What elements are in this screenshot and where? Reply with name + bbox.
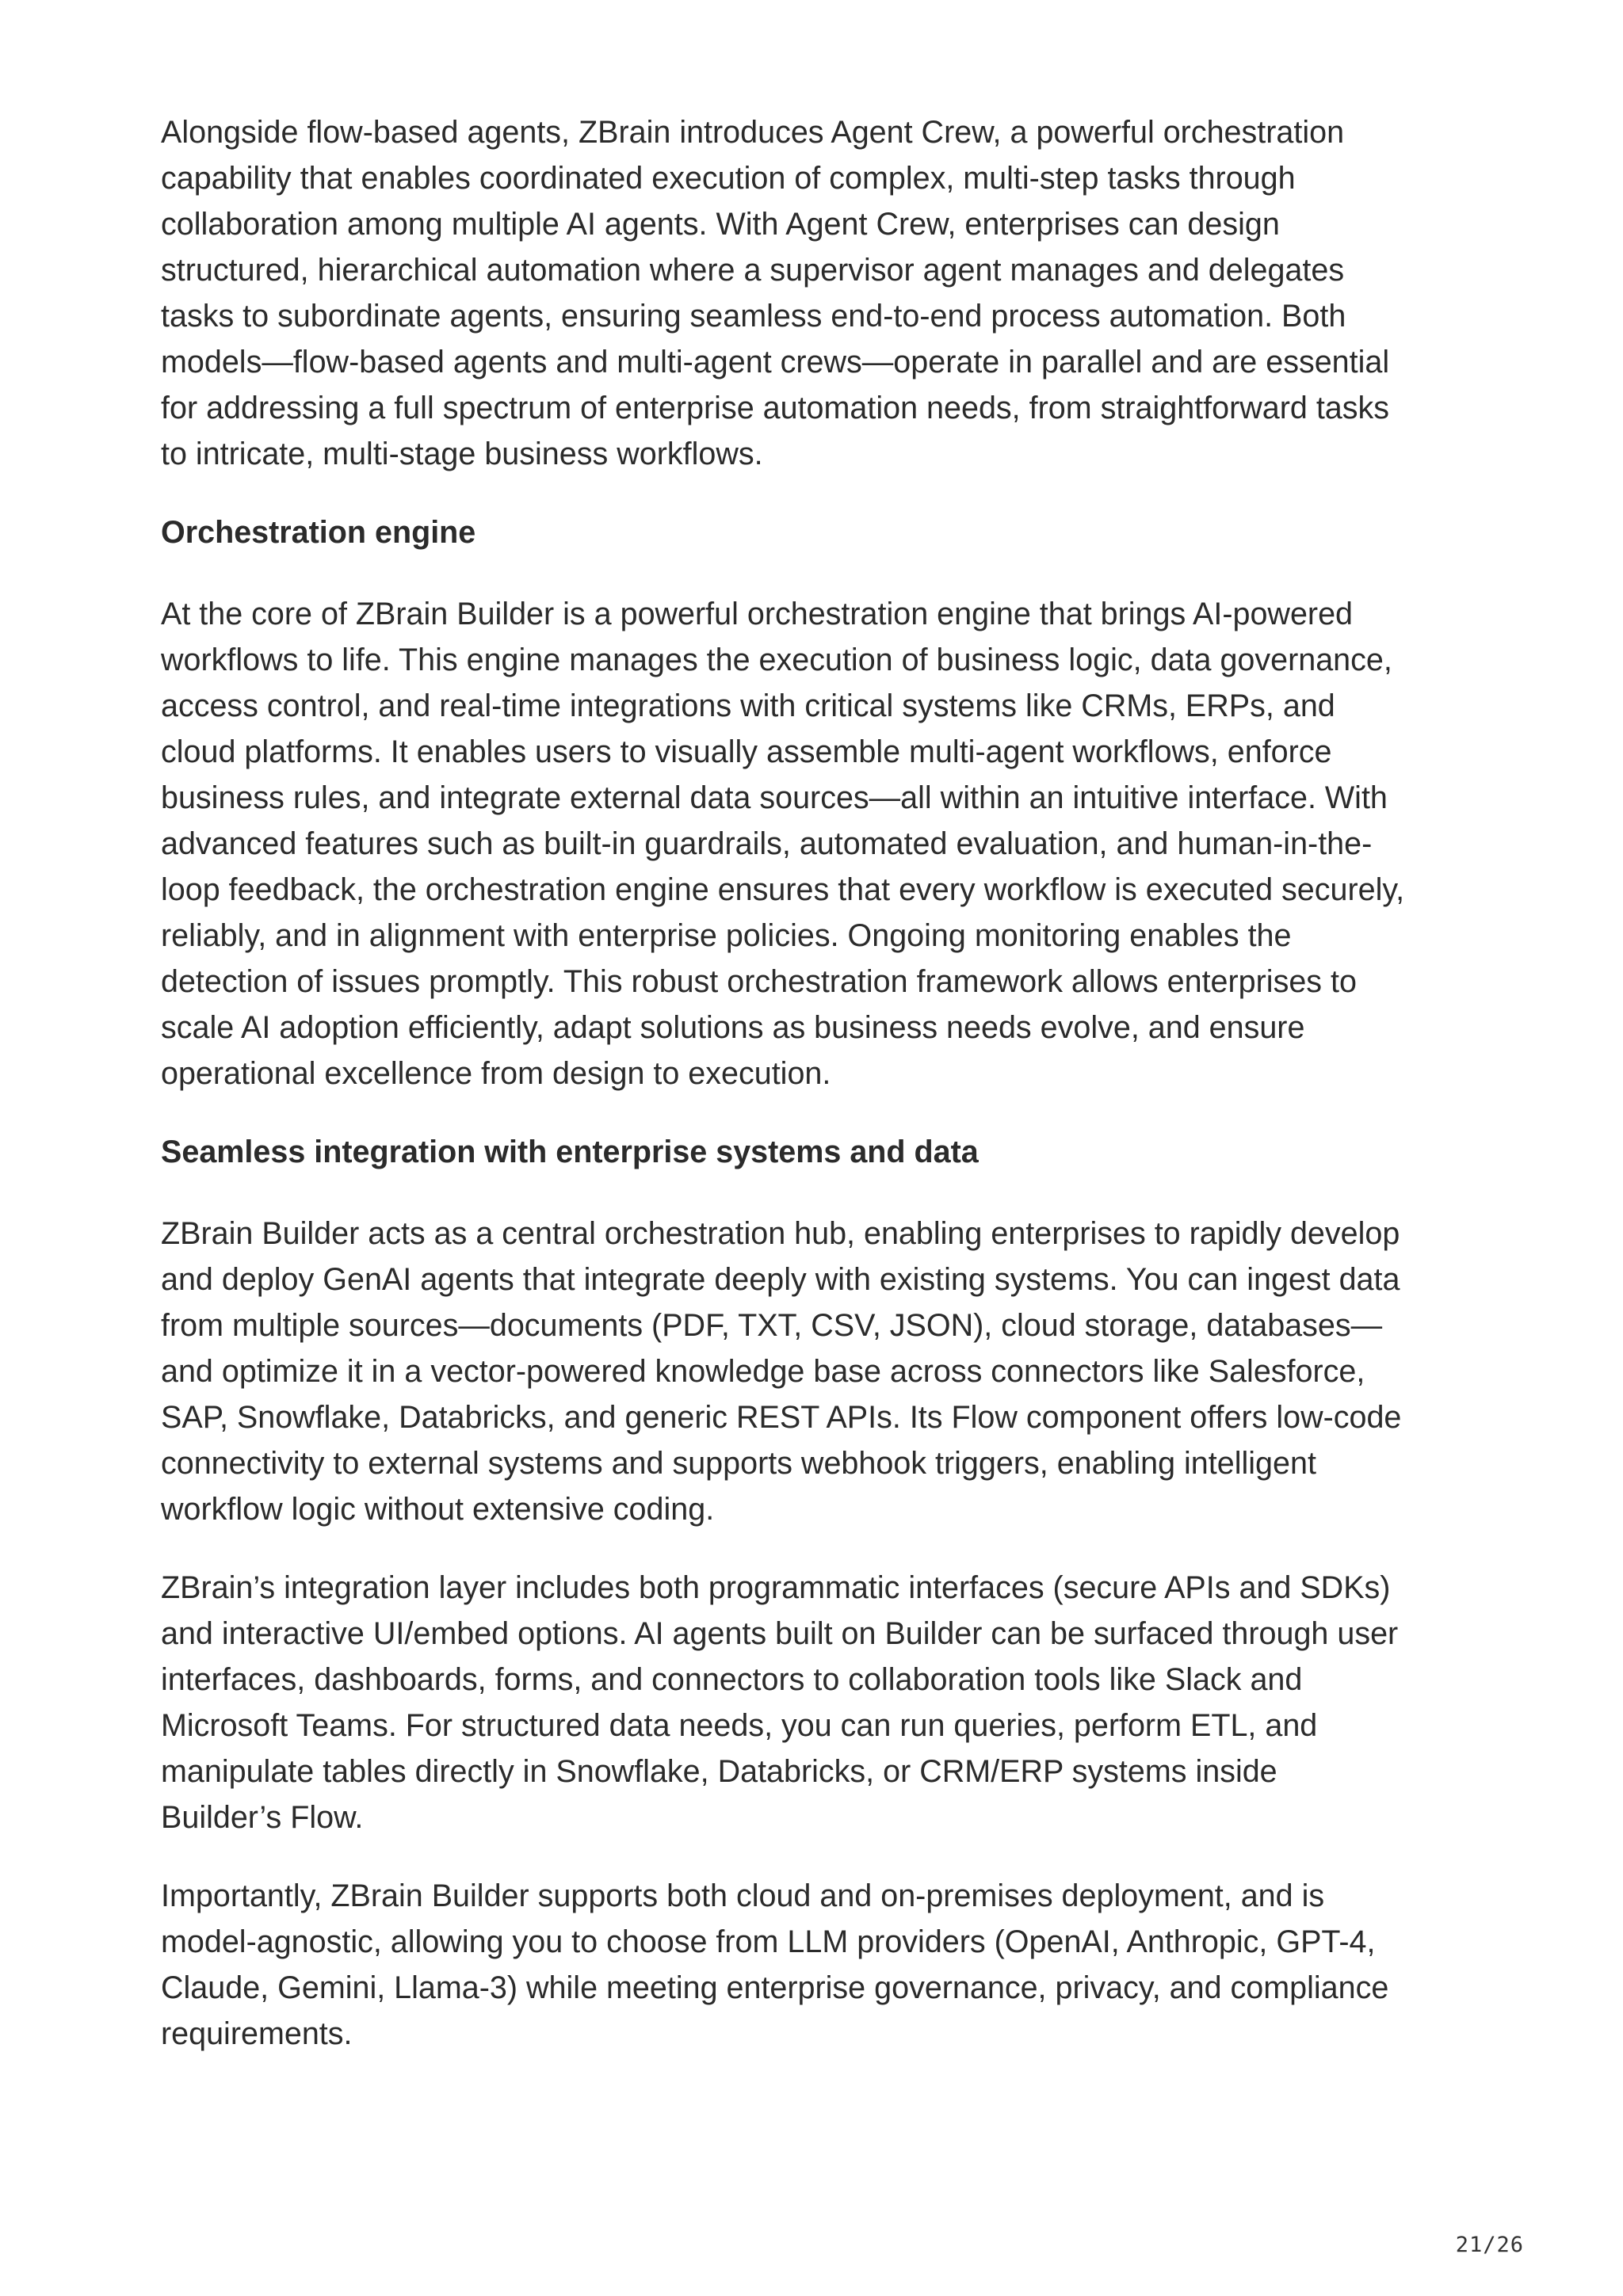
paragraph-integration-layer: ZBrain’s integration layer includes both programmatic interfaces (secure APIs and SDKs) and interactive UI/embed options. AI agents built on Builder can be surfaced through user interfaces, dashboards, forms, and connectors to collaboration tools like Slack and Microsoft Teams. For structured data needs, you can run queries, perform ETL, and manipulate tables directly in Snowflake, Databricks, or CRM/ERP systems inside Builder’s Flow. xyxy=(161,1570,1399,1835)
heading-orchestration-engine: Orchestration engine xyxy=(161,515,476,550)
document-body xyxy=(161,109,1476,2089)
paragraph-central-hub: ZBrain Builder acts as a central orchestration hub, enabling enterprises to rapidly develop and deploy GenAI agents that integrate deeply with existing systems. You can ingest data from multiple sources—documents (PDF, TXT, CSV, JSON), cloud storage, databases— and optimize it in a vector-powered knowledge base across connectors like Salesforce, SAP, Snowflake, Databricks, and generic REST APIs. Its Flow component offers low-code connectivity to external systems and supports webhook triggers, enabling intelligent workflow logic without extensive coding. xyxy=(161,1216,1402,1527)
heading-seamless-integration: Seamless integration with enterprise systems and data xyxy=(161,1135,979,1169)
page-number: 21/26 xyxy=(1455,2233,1524,2257)
paragraph-deployment: Importantly, ZBrain Builder supports both cloud and on-premises deployment, and is model-agnostic, allowing you to choose from LLM providers (OpenAI, Anthropic, GPT-4, Claude, Gemini, Llama-3) while meeting enterprise governance, privacy, and compliance requirements. xyxy=(161,1878,1389,2051)
paragraph-orchestration-engine: At the core of ZBrain Builder is a powerful orchestration engine that brings AI-powered workflows to life. This engine manages the execution of business logic, data governance, access control, and real-time integrations with critical systems like CRMs, ERPs, and cloud platforms. It enables users to visually assemble multi-agent workflows, enforce business rules, and integrate external data sources—all within an intuitive interface. With advanced features such as built-in guardrails, automated evaluation, and human-in-the- loop feedback, the orchestration engine ensures that every workflow is executed securely, reliably, and in alignment with enterprise policies. Ongoing monitoring enables the detection of issues promptly. This robust orchestration framework allows enterprises to scale AI adoption efficiently, adapt solutions as business needs evolve, and ensure operational excellence from design to execution. xyxy=(161,597,1405,1091)
paragraph-agent-crew: Alongside flow-based agents, ZBrain introduces Agent Crew, a powerful orchestration capability that enables coordinated execution of complex, multi-step tasks through collaboration among multiple AI agents. With Agent Crew, enterprises can design structured, hierarchical automation where a supervisor agent manages and delegates tasks to subordinate agents, ensuring seamless end-to-end process automation. Both models—flow-based agents and multi-agent crews—operate in parallel and are essential for addressing a full spectrum of enterprise automation needs, from straightforward tasks to intricate, multi-stage business workflows. xyxy=(161,115,1390,471)
